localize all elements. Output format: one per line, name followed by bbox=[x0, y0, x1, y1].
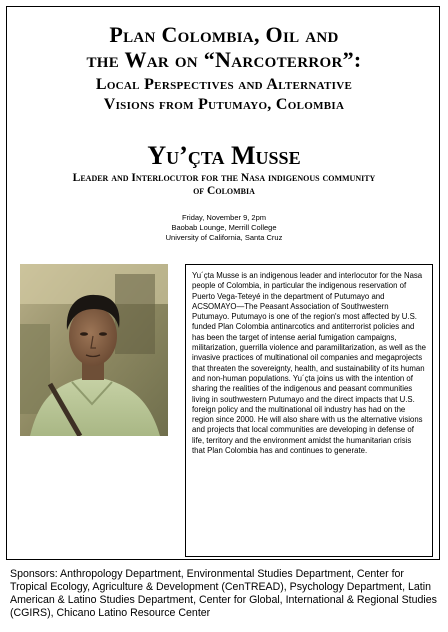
sponsors-text: Sponsors: Anthropology Department, Environmental Studies Department, Center for Tropical Ecology, Agriculture & Development (CenTREAD), Psychology Department, Latin American & Latino Studies Department, Center for Global, International & Regional Studies (CGIRS), Chicano Latino Resource Center bbox=[10, 568, 437, 619]
event-date-time: Friday, November 9, 2pm bbox=[181, 213, 267, 222]
event-details bbox=[0, 213, 448, 243]
role-line-2: of Colombia bbox=[193, 185, 255, 197]
speaker-role bbox=[12, 172, 436, 198]
speaker-photo bbox=[20, 264, 168, 436]
event-location: Baobab Lounge, Merrill College bbox=[171, 223, 277, 232]
poster-subtitle bbox=[0, 75, 448, 115]
subtitle-line-2: Visions from Putumayo, Colombia bbox=[103, 96, 345, 113]
title-line-1: Plan Colombia, Oil and bbox=[109, 22, 339, 47]
subtitle-line-1: Local Perspectives and Alternative bbox=[95, 76, 353, 93]
biography-text: Yu´çta Musse is an indigenous leader and interlocutor for the Nasa people of Colombia, in particular the indigenous reservation of Puerto Vega-Teteyé in the department of Putumayo and ACSOMAYO—The Peasant Association of Southwestern Putumayo. Putumayo is one of the region's most affected by U.S. funded Plan Colombia antinarcotics and antiterrorist policies and has been the target of intense aerial fumigation campaigns, militarization, guerrilla violence and paramilitarization, as well as the invasive practices of multinational oil companies and megaprojects that threaten the sovereignty, health, and sustainability of its human and non-human populations. Yu´çta joins us with the intention of sharing the realities of the indigenous and peasant communities living in southwestern Putumayo and the direct impacts that U.S. foreign policy and the multinational oil industry has had on the region since 2000. He will also share with us the alternative visions and projects that local communities are developing in defense of life, territory and the environment amidst the humanitarian crisis that Plan Colombia has and continues to generate. bbox=[192, 271, 427, 456]
role-line-1: Leader and Interlocutor for the Nasa indigenous community bbox=[72, 172, 376, 184]
speaker-name: Yu’çta Musse bbox=[147, 141, 301, 170]
title-line-2: the War on “Narcoterror”: bbox=[86, 47, 362, 72]
event-institution: University of California, Santa Cruz bbox=[165, 233, 283, 242]
biography-box bbox=[185, 264, 433, 557]
speaker-portrait-image bbox=[20, 264, 168, 436]
poster-title bbox=[0, 22, 448, 72]
